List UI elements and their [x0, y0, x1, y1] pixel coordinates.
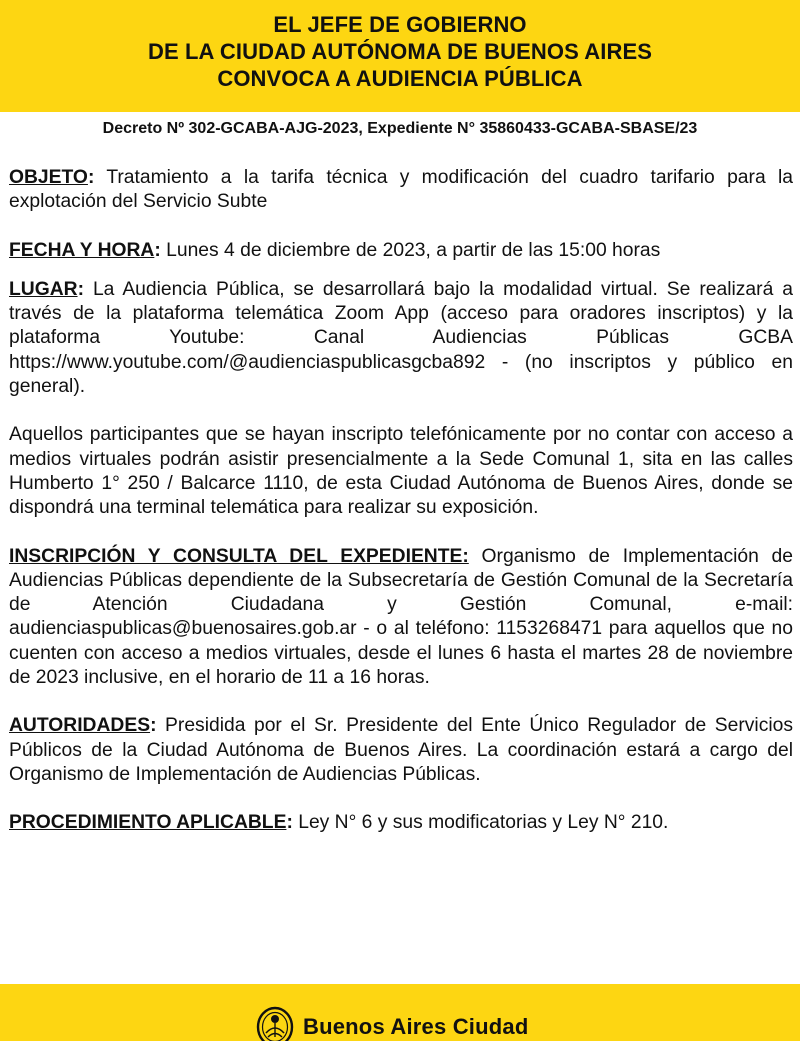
section-inscripcion-text: Organismo de Implementación de Audiencias Públicas dependiente de la Subsecretaría de Gestión Comunal de la Secretaría de Atención Ciudadana y Gestión Comunal, e-mail: audienciaspublicas@buenosaires.gob.ar - o al teléfono: 1153268471 para aquellos que no cuenten con acceso a medios virtuales, desde el lunes 6 hasta el martes 28 de noviembre de 2023 inclusive, en el horario de 11 a 16 horas.: [9, 545, 793, 689]
section-inscripcion: [9, 545, 793, 691]
header-title-line-3: CONVOCA A AUDIENCIA PÚBLICA: [217, 66, 583, 91]
section-objeto: [9, 166, 793, 215]
section-objeto-text: Tratamiento a la tarifa técnica y modificación del cuadro tarifario para la explotación del Servicio Subte: [9, 167, 793, 213]
section-fecha: [9, 239, 793, 263]
section-lugar: [9, 278, 793, 399]
brand-logo: [255, 1003, 528, 1041]
section-autoridades-label: AUTORIDADES: [9, 715, 151, 737]
header-banner: [0, 0, 800, 112]
header-title-line-2: DE LA CIUDAD AUTÓNOMA DE BUENOS AIRES: [147, 39, 652, 64]
section-lugar-text: La Audiencia Pública, se desarrollará bajo la modalidad virtual. Se realizará a través de la plataforma telemática Zoom App (acceso para oradores inscriptos) y la plataforma Youtube: Canal Audiencias Públicas GCBA https://www.youtube.com/@audienciaspublicasgcba892 - (no inscriptos y público en general).: [9, 278, 793, 398]
section-inscripcion-label: INSCRIPCIÓN Y CONSULTA DEL EXPEDIENTE:: [9, 545, 469, 567]
brand-name: Buenos Aires Ciudad: [303, 1014, 529, 1039]
section-autoridades: [9, 714, 793, 787]
section-objeto-colon: :: [87, 167, 95, 188]
section-autoridades-colon: :: [150, 715, 157, 737]
section-fecha-colon: :: [154, 239, 161, 261]
section-lugar-label: LUGAR: [9, 278, 78, 300]
section-procedimiento-colon: :: [286, 812, 293, 834]
city-seal-icon: [255, 1003, 295, 1041]
section-autoridades-text: Presidida por el Sr. Presidente del Ente Único Regulador de Servicios Públicos de la Ciudad Autónoma de Buenos Aires. La coordinación estará a cargo del Organismo de Implementación de Audiencias Públicas.: [9, 715, 793, 785]
section-lugar-colon: :: [77, 278, 84, 300]
section-presencial-text: Aquellos participantes que se hayan inscripto telefónicamente por no contar con acceso a medios virtuales podrán asistir presencialmente a la Sede Comunal 1, sita en las calles Humberto 1° 250 / Balcarce 1110, de esta Ciudad Autónoma de Buenos Aires, donde se dispondrá una terminal telemática para realizar su exposición.: [9, 424, 793, 519]
section-procedimiento: [9, 811, 793, 835]
section-fecha-label: FECHA Y HORA: [9, 239, 155, 261]
notice-body: [9, 166, 793, 860]
header-title-line-1: EL JEFE DE GOBIERNO: [273, 12, 527, 37]
section-procedimiento-text: Ley N° 6 y sus modificatorias y Ley N° 210.: [292, 812, 669, 834]
section-procedimiento-label: PROCEDIMIENTO APLICABLE: [9, 812, 287, 834]
section-objeto-label: OBJETO: [9, 167, 88, 188]
section-fecha-text: Lunes 4 de diciembre de 2023, a partir de las 15:00 horas: [160, 239, 661, 261]
section-presencial: [9, 423, 793, 520]
decree-reference: Decreto Nº 302-GCABA-AJG-2023, Expediente N° 35860433-GCABA-SBASE/23: [102, 120, 698, 137]
